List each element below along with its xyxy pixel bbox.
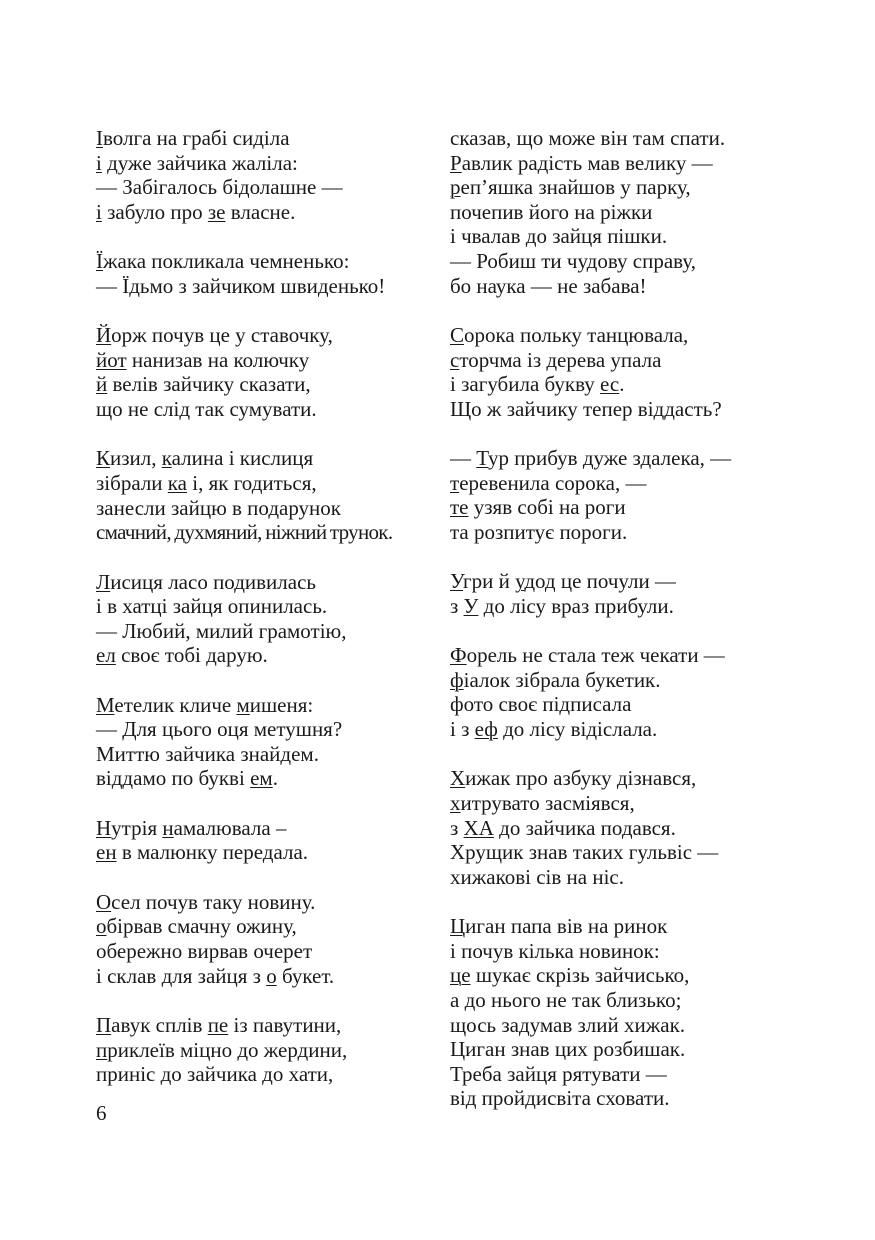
verse-text: — Робиш ти чудову справу, bbox=[450, 248, 697, 273]
verse-text: бірвав смачну ожину, bbox=[106, 914, 297, 939]
verse-line bbox=[450, 224, 795, 249]
verse-line bbox=[450, 988, 795, 1013]
verse-text: велів зайчику сказати, bbox=[107, 372, 311, 397]
verse-line bbox=[450, 446, 795, 471]
verse-line bbox=[450, 495, 795, 520]
verse-text: і з bbox=[450, 717, 475, 742]
verse-text: гри й bbox=[463, 569, 516, 594]
verse-line bbox=[450, 643, 795, 668]
verse-text: ур прибув дуже здалека, — bbox=[488, 446, 732, 471]
highlighted-letter: еф bbox=[474, 717, 498, 742]
verse-text: Циган знав цих розбишак. bbox=[450, 1037, 686, 1062]
verse-text: іалок зібрала букетик. bbox=[463, 667, 661, 692]
highlighted-letter: Н bbox=[96, 815, 112, 840]
verse-line bbox=[96, 570, 441, 595]
verse-line bbox=[96, 274, 441, 299]
verse-text: еп’яшка знайшов у парку, bbox=[460, 175, 691, 200]
stanza bbox=[450, 643, 795, 741]
verse-line bbox=[96, 840, 441, 865]
verse-text: і в хатці зайця опинилась. bbox=[96, 594, 328, 619]
verse-text: . bbox=[272, 766, 278, 791]
highlighted-letter: с bbox=[450, 347, 460, 372]
highlighted-letter: ем bbox=[250, 766, 273, 791]
verse-line bbox=[450, 1037, 795, 1062]
stanza bbox=[96, 890, 441, 988]
verse-text: і склав для зайця з bbox=[96, 963, 267, 988]
verse-line bbox=[96, 939, 441, 964]
verse-line bbox=[450, 816, 795, 841]
verse-line bbox=[450, 766, 795, 791]
highlighted-letter: о bbox=[96, 914, 107, 939]
stanza bbox=[96, 1013, 441, 1087]
verse-line bbox=[96, 323, 441, 348]
verse-line bbox=[96, 594, 441, 619]
verse-line bbox=[450, 520, 795, 545]
stanza bbox=[450, 766, 795, 889]
verse-text: — Любий, милий грамотію, bbox=[96, 618, 347, 643]
verse-line bbox=[450, 939, 795, 964]
verse-text: торчма із дерева упала bbox=[459, 347, 662, 372]
stanza bbox=[96, 446, 441, 544]
verse-line bbox=[450, 914, 795, 939]
verse-text: сказав, що може він там спати. bbox=[450, 126, 726, 150]
verse-line bbox=[450, 200, 795, 225]
verse-line bbox=[450, 791, 795, 816]
page-number: 6 bbox=[96, 1101, 107, 1125]
verse-text: волга на грабі сиділа bbox=[103, 126, 290, 150]
verse-line bbox=[450, 594, 795, 619]
verse-text: а до нього не так близько; bbox=[450, 988, 682, 1012]
highlighted-letter: ес bbox=[600, 372, 620, 397]
verse-text: авлик радість мав велику — bbox=[461, 150, 713, 175]
verse-text: ишеня: bbox=[249, 692, 314, 717]
highlighted-letter: те bbox=[450, 495, 469, 520]
verse-line bbox=[450, 348, 795, 373]
verse-text: та розпитує пороги. bbox=[450, 519, 628, 544]
highlighted-letter: і bbox=[96, 199, 102, 224]
verse-line bbox=[96, 151, 441, 176]
verse-line bbox=[96, 471, 441, 496]
verse-text: — Забігалось бідолашне — bbox=[96, 175, 343, 200]
verse-text: амалювала ‒ bbox=[173, 815, 287, 840]
stanza bbox=[450, 126, 795, 298]
verse-text: авук сплів bbox=[111, 1013, 208, 1037]
verse-line bbox=[450, 274, 795, 299]
verse-text: исиця ласо подивилась bbox=[110, 569, 316, 594]
verse-text: . bbox=[619, 372, 625, 397]
verse-line bbox=[96, 766, 441, 791]
stanza bbox=[96, 249, 441, 298]
verse-line bbox=[96, 446, 441, 471]
verse-text: Хрущик знав таких гульвіс — bbox=[450, 840, 719, 865]
highlighted-letter: П bbox=[96, 1013, 112, 1037]
stanza bbox=[96, 816, 441, 865]
highlighted-letter: йот bbox=[96, 347, 127, 372]
verse-text: з bbox=[450, 815, 464, 840]
right-poem-column bbox=[450, 126, 795, 1136]
highlighted-letter: ен bbox=[96, 840, 117, 865]
verse-text: жака покликала чемненько: bbox=[103, 249, 350, 274]
verse-line bbox=[96, 175, 441, 200]
stanza bbox=[96, 323, 441, 421]
verse-text: хижакові сів на ніс. bbox=[450, 864, 624, 889]
verse-line bbox=[450, 249, 795, 274]
verse-text: до лісу враз прибули. bbox=[478, 593, 674, 618]
verse-text: Треба зайця рятувати — bbox=[450, 1061, 667, 1086]
highlighted-letter: м bbox=[236, 692, 250, 717]
verse-text: етелик кличе bbox=[114, 692, 237, 717]
verse-text: шукає скрізь зайчисько, bbox=[470, 963, 690, 988]
verse-line bbox=[450, 692, 795, 717]
verse-line bbox=[96, 520, 441, 545]
verse-line bbox=[450, 963, 795, 988]
verse-text: нанизав на колючку bbox=[126, 347, 310, 372]
verse-text: зібрали bbox=[96, 470, 168, 495]
verse-line bbox=[96, 914, 441, 939]
verse-text: Миттю зайчика знайдем. bbox=[96, 741, 319, 766]
verse-text: орель не стала теж чекати — bbox=[466, 643, 725, 668]
highlighted-letter: О bbox=[96, 889, 112, 914]
verse-line bbox=[96, 126, 441, 151]
verse-text: алина і кислиця bbox=[171, 446, 314, 471]
verse-line bbox=[450, 1062, 795, 1087]
verse-line bbox=[96, 619, 441, 644]
verse-text: щось задумав злий хижак. bbox=[450, 1012, 686, 1037]
highlighted-letter: К bbox=[96, 446, 111, 471]
verse-text: — Для цього оця метушня? bbox=[96, 717, 343, 742]
verse-text: обережно вирвав очерет bbox=[96, 939, 313, 964]
highlighted-letter: Р bbox=[450, 150, 462, 175]
verse-line bbox=[96, 249, 441, 274]
verse-line bbox=[450, 1013, 795, 1038]
verse-line bbox=[96, 348, 441, 373]
verse-line bbox=[450, 397, 795, 422]
verse-text: з bbox=[450, 593, 464, 618]
verse-text: утрія bbox=[111, 815, 163, 840]
verse-line bbox=[450, 372, 795, 397]
verse-text: своє тобі дарую. bbox=[115, 643, 268, 668]
highlighted-letter: Й bbox=[96, 323, 112, 348]
highlighted-letter: к bbox=[161, 446, 172, 471]
highlighted-letter: ф bbox=[450, 667, 464, 692]
verse-text: дуже зайчика жаліла: bbox=[101, 150, 298, 175]
verse-text: Що ж зайчику тепер віддасть? bbox=[450, 396, 722, 421]
highlighted-letter: х bbox=[450, 791, 461, 816]
verse-line bbox=[450, 126, 795, 151]
stanza bbox=[450, 446, 795, 544]
stanza bbox=[450, 569, 795, 618]
verse-text: забуло про bbox=[101, 199, 208, 224]
highlighted-letter: н bbox=[162, 815, 174, 840]
verse-text: — Їдьмо з зайчиком швиденько! bbox=[96, 273, 386, 298]
verse-line bbox=[450, 569, 795, 594]
verse-text: узяв собі на роги bbox=[468, 495, 626, 520]
verse-line bbox=[96, 693, 441, 718]
verse-text: дод це почули — bbox=[524, 569, 676, 594]
highlighted-letter: ел bbox=[96, 643, 116, 668]
verse-text: і почув кілька новинок: bbox=[450, 938, 660, 963]
highlighted-letter: Т bbox=[476, 446, 489, 471]
verse-line bbox=[96, 964, 441, 989]
verse-text: сел почув таку новину. bbox=[111, 889, 316, 914]
highlighted-letter: М bbox=[96, 692, 115, 717]
verse-line bbox=[96, 1013, 441, 1038]
verse-text: що не слід так сумувати. bbox=[96, 396, 317, 421]
left-poem-column bbox=[96, 126, 441, 1112]
highlighted-letter: пе bbox=[207, 1013, 229, 1037]
highlighted-letter: о bbox=[266, 963, 277, 988]
verse-line bbox=[450, 323, 795, 348]
highlighted-letter: Ф bbox=[450, 643, 467, 668]
verse-line bbox=[450, 865, 795, 890]
verse-text: еревенила сорока, — bbox=[459, 470, 647, 495]
highlighted-letter: С bbox=[450, 322, 465, 347]
verse-line bbox=[450, 717, 795, 742]
verse-line bbox=[96, 1062, 441, 1087]
verse-text: орока польку танцювала, bbox=[464, 322, 689, 347]
stanza bbox=[96, 693, 441, 791]
verse-line bbox=[450, 151, 795, 176]
verse-text: до зайчика подався. bbox=[493, 815, 676, 840]
highlighted-letter: І bbox=[96, 126, 103, 150]
verse-text: до лісу відіслала. bbox=[497, 717, 658, 742]
verse-text: иган папа вів на ринок bbox=[465, 914, 668, 939]
verse-text: власне. bbox=[225, 199, 296, 224]
verse-line bbox=[96, 816, 441, 841]
verse-text: віддамо по букві bbox=[96, 766, 251, 791]
verse-line bbox=[96, 496, 441, 521]
stanza bbox=[450, 914, 795, 1111]
verse-line bbox=[450, 471, 795, 496]
verse-line bbox=[96, 643, 441, 668]
verse-text: орж почув це у ставочку, bbox=[111, 323, 333, 348]
highlighted-letter: п bbox=[96, 1037, 108, 1062]
highlighted-letter: р bbox=[450, 175, 461, 200]
verse-line bbox=[450, 1086, 795, 1111]
verse-line bbox=[96, 397, 441, 422]
verse-text: і, як годиться, bbox=[187, 470, 317, 495]
highlighted-letter: ка bbox=[167, 470, 188, 495]
highlighted-letter: у bbox=[515, 569, 525, 594]
verse-text: букет. bbox=[276, 963, 335, 988]
verse-text: і загубила букву bbox=[450, 372, 601, 397]
highlighted-letter: це bbox=[450, 963, 471, 988]
verse-text: із павутини, bbox=[228, 1013, 342, 1037]
verse-text: риклеїв міцно до жердини, bbox=[107, 1037, 348, 1062]
highlighted-letter: Ц bbox=[450, 914, 466, 939]
stanza bbox=[96, 570, 441, 668]
verse-line bbox=[450, 668, 795, 693]
verse-line bbox=[96, 372, 441, 397]
stanza bbox=[450, 323, 795, 421]
verse-line bbox=[96, 717, 441, 742]
verse-line bbox=[450, 175, 795, 200]
verse-text: почепив його на ріжки bbox=[450, 199, 653, 224]
highlighted-letter: У bbox=[463, 593, 479, 618]
verse-text: приніс до зайчика до хати, bbox=[96, 1062, 334, 1087]
verse-line bbox=[96, 742, 441, 767]
highlighted-letter: і bbox=[96, 150, 102, 175]
highlighted-letter: Ї bbox=[96, 249, 103, 274]
verse-text: занесли зайцю в подарунок bbox=[96, 495, 341, 520]
verse-line bbox=[96, 1038, 441, 1063]
verse-text: итрувато засміявся, bbox=[460, 791, 635, 816]
verse-line bbox=[96, 200, 441, 225]
verse-text: смачний, духмяний, ніжний трунок. bbox=[96, 520, 393, 545]
stanza bbox=[96, 126, 441, 224]
verse-text: від пройдисвіта сховати. bbox=[450, 1086, 670, 1111]
verse-line bbox=[96, 890, 441, 915]
verse-text: і чвалав до зайця пішки. bbox=[450, 224, 668, 249]
highlighted-letter: Л bbox=[96, 569, 111, 594]
verse-text: фото своє підписала bbox=[450, 692, 632, 717]
verse-text: — bbox=[450, 446, 477, 471]
verse-text: изил, bbox=[110, 446, 162, 471]
highlighted-letter: У bbox=[450, 569, 464, 594]
verse-text: в малюнку передала. bbox=[116, 840, 309, 865]
highlighted-letter: ХА bbox=[463, 815, 494, 840]
highlighted-letter: т bbox=[450, 470, 460, 495]
verse-text: бо наука — не забава! bbox=[450, 273, 647, 298]
highlighted-letter: Х bbox=[450, 766, 466, 791]
verse-text: ижак про азбуку дізнався, bbox=[465, 766, 697, 791]
highlighted-letter: й bbox=[96, 372, 108, 397]
verse-line bbox=[450, 840, 795, 865]
highlighted-letter: зе bbox=[207, 199, 226, 224]
